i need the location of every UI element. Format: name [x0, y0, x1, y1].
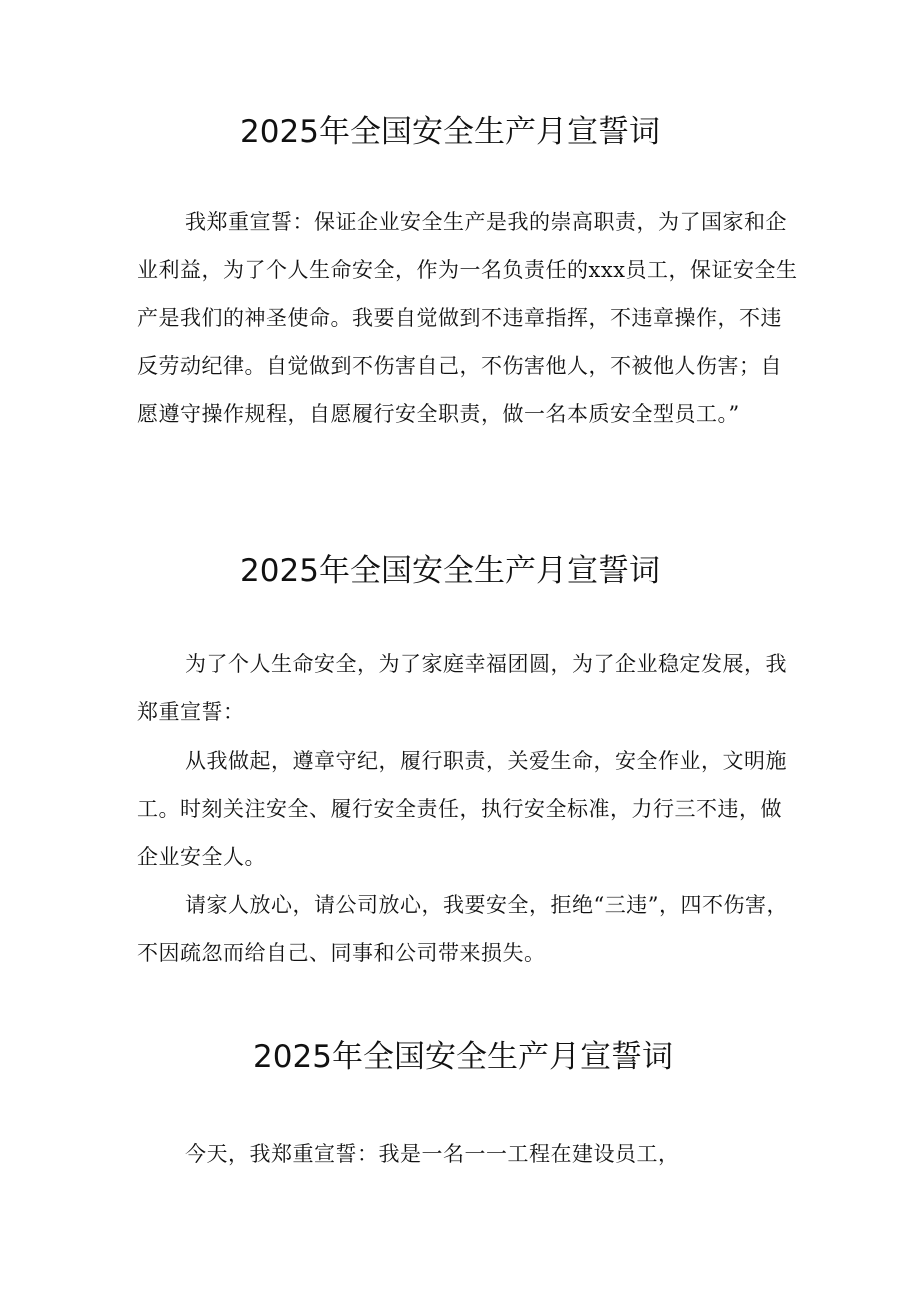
- section-1-paragraph-1: 我郑重宣誓：保证企业安全生产是我的崇高职责，为了国家和企业利益，为了个人生命安全，作为一名负责任的xxx员工，保证安全生产是我们的神圣使命。我要自觉做到不违章指挥，不违章操作，不违反劳动纪律。自觉做到不伤害自己，不伤害他人，不被他人伤害；自愿遵守操作规程，自愿履行安全职责，做一名本质安全型员工。”: [137, 210, 798, 426]
- section-3-paragraph-1: 今天，我郑重宣誓：我是一名一一工程在建设员工，: [185, 1142, 680, 1166]
- section-1-title: 2025年全国安全生产月宣誓词: [240, 114, 660, 150]
- section-2-paragraph-1: 为了个人生命安全，为了家庭幸福团圆，为了企业稳定发展，我郑重宣誓：: [137, 652, 787, 724]
- section-3-title: 2025年全国安全生产月宣誓词: [253, 1039, 673, 1075]
- section-2-title: 2025年全国安全生产月宣誓词: [240, 553, 660, 589]
- section-2-paragraph-3: 请家人放心，请公司放心，我要安全，拒绝“三违”，四不伤害，不因疏忽而给自己、同事和公司带来损失。: [137, 893, 788, 965]
- section-2-paragraph-2: 从我做起，遵章守纪，履行职责，关爱生命，安全作业，文明施工。时刻关注安全、履行安全责任，执行安全标准，力行三不违，做企业安全人。: [137, 749, 787, 869]
